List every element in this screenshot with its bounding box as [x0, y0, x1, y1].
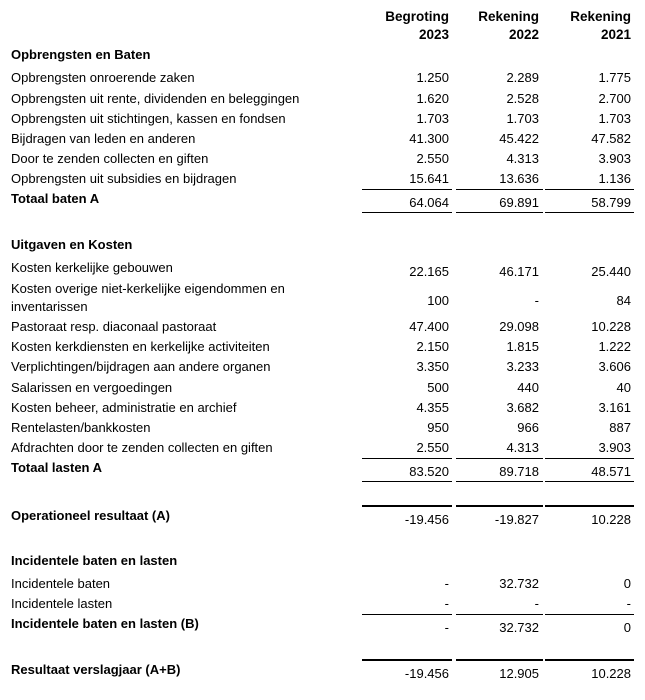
value-2022: 13.636 [499, 171, 539, 186]
row-label: Opbrengsten uit subsidies en bijdragen [11, 171, 237, 186]
value-2022: 3.682 [506, 400, 539, 415]
row-label: Incidentele baten [11, 576, 111, 591]
subtotal-rule [362, 189, 452, 190]
value-2021: 0 [623, 620, 631, 635]
value-2021: 1.703 [598, 111, 631, 126]
value-2022: 89.718 [499, 464, 539, 479]
value-2023: 41.300 [409, 131, 449, 146]
row-label: Kosten overige niet-kerkelijke eigendommen en [11, 281, 285, 296]
value-2022: 45.422 [499, 131, 539, 146]
value-2021: 1.775 [598, 70, 631, 85]
value-2022: 2.528 [506, 91, 539, 106]
value-2022: 440 [517, 380, 539, 395]
value-2021: 40 [616, 380, 631, 395]
value-2022: 29.098 [499, 319, 539, 334]
value-2021: 3.161 [598, 400, 631, 415]
row-label: Incidentele lasten [11, 596, 113, 611]
subtotal-rule [456, 458, 543, 459]
row-label: Salarissen en vergoedingen [11, 380, 173, 395]
value-2021: 25.440 [591, 264, 631, 279]
value-2023: - [444, 576, 449, 591]
total-rule [362, 481, 452, 482]
value-2023: 500 [427, 380, 449, 395]
value-2023: 64.064 [409, 195, 449, 210]
total-rule [545, 212, 634, 213]
total-rule [456, 481, 543, 482]
subtotal-rule [456, 189, 543, 190]
result-rule [456, 505, 543, 507]
result-rule [456, 659, 543, 661]
value-2021: - [626, 596, 631, 611]
value-2023: 2.550 [416, 151, 449, 166]
row-label: Kosten kerkelijke gebouwen [11, 260, 173, 275]
value-2023: 1.250 [416, 70, 449, 85]
value-2021: 48.571 [591, 464, 631, 479]
value-2021: 10.228 [591, 512, 631, 527]
section-heading-baten: Opbrengsten en Baten [11, 47, 151, 62]
value-2023: 2.550 [416, 440, 449, 455]
value-2023: 100 [427, 293, 449, 308]
value-2023: 83.520 [409, 464, 449, 479]
row-label: Opbrengsten uit stichtingen, kassen en fondsen [11, 111, 286, 126]
total-rule [362, 212, 452, 213]
value-2022: 32.732 [499, 576, 539, 591]
value-2021: 2.700 [598, 91, 631, 106]
value-2021: 10.228 [591, 319, 631, 334]
value-2022: 1.703 [506, 111, 539, 126]
result-rule [362, 505, 452, 507]
value-2022: 1.815 [506, 339, 539, 354]
value-2022: 3.233 [506, 359, 539, 374]
total-rule [456, 212, 543, 213]
row-label: Afdrachten door te zenden collecten en giften [11, 440, 273, 455]
value-2023: 22.165 [409, 264, 449, 279]
row-label: Incidentele baten en lasten (B) [11, 616, 199, 631]
subtotal-rule [456, 614, 543, 615]
value-2022: 966 [517, 420, 539, 435]
value-2023: -19.456 [404, 666, 449, 681]
value-2021: 1.222 [598, 339, 631, 354]
row-label: Bijdragen van leden en anderen [11, 131, 196, 146]
subtotal-rule [362, 458, 452, 459]
value-2021: 3.606 [598, 359, 631, 374]
value-2021: 0 [623, 576, 631, 591]
column-header-rekening-2022: Rekening 2022 [478, 9, 539, 42]
column-header-begroting-2023: Begroting 2023 [385, 9, 449, 42]
subtotal-rule [362, 614, 452, 615]
row-label: Verplichtingen/bijdragen aan andere organen [11, 359, 271, 374]
subtotal-rule [545, 614, 634, 615]
result-rule [362, 659, 452, 661]
row-label: Totaal lasten A [11, 460, 103, 475]
row-label: Opbrengsten onroerende zaken [11, 70, 195, 85]
row-label: Resultaat verslagjaar (A+B) [11, 662, 181, 677]
subtotal-rule [545, 189, 634, 190]
value-2023: 15.641 [409, 171, 449, 186]
value-2023: -19.456 [404, 512, 449, 527]
value-2022: 2.289 [506, 70, 539, 85]
value-2021: 3.903 [598, 440, 631, 455]
value-2022: 4.313 [506, 151, 539, 166]
row-label: Door te zenden collecten en giften [11, 151, 209, 166]
value-2021: 58.799 [591, 195, 631, 210]
value-2023: 2.150 [416, 339, 449, 354]
value-2021: 3.903 [598, 151, 631, 166]
value-2022: 12.905 [499, 666, 539, 681]
value-2021: 47.582 [591, 131, 631, 146]
result-rule [545, 659, 634, 661]
row-label: Rentelasten/bankkosten [11, 420, 151, 435]
value-2022: 46.171 [499, 264, 539, 279]
value-2023: - [444, 596, 449, 611]
value-2023: 47.400 [409, 319, 449, 334]
value-2023: 950 [427, 420, 449, 435]
value-2022: 4.313 [506, 440, 539, 455]
row-label: Totaal baten A [11, 191, 100, 206]
value-2022: 32.732 [499, 620, 539, 635]
value-2023: 1.703 [416, 111, 449, 126]
row-label: Kosten kerkdiensten en kerkelijke activiteiten [11, 339, 270, 354]
row-label: Pastoraat resp. diaconaal pastoraat [11, 319, 217, 334]
section-heading-lasten: Uitgaven en Kosten [11, 237, 133, 252]
value-2023: - [444, 620, 449, 635]
value-2023: 3.350 [416, 359, 449, 374]
row-label-continuation: inventarissen [11, 299, 88, 314]
value-2023: 1.620 [416, 91, 449, 106]
total-rule [545, 481, 634, 482]
result-rule [545, 505, 634, 507]
value-2021: 887 [609, 420, 631, 435]
value-2022: -19.827 [494, 512, 539, 527]
column-header-rekening-2021: Rekening 2021 [570, 9, 631, 42]
section-heading-incidenteel: Incidentele baten en lasten [11, 553, 178, 568]
value-2022: - [534, 596, 539, 611]
value-2021: 1.136 [598, 171, 631, 186]
row-label: Kosten beheer, administratie en archief [11, 400, 237, 415]
row-label: Operationeel resultaat (A) [11, 508, 170, 523]
value-2021: 84 [616, 293, 631, 308]
value-2022: - [534, 293, 539, 308]
value-2022: 69.891 [499, 195, 539, 210]
value-2021: 10.228 [591, 666, 631, 681]
subtotal-rule [545, 458, 634, 459]
row-label: Opbrengsten uit rente, dividenden en beleggingen [11, 91, 300, 106]
value-2023: 4.355 [416, 400, 449, 415]
